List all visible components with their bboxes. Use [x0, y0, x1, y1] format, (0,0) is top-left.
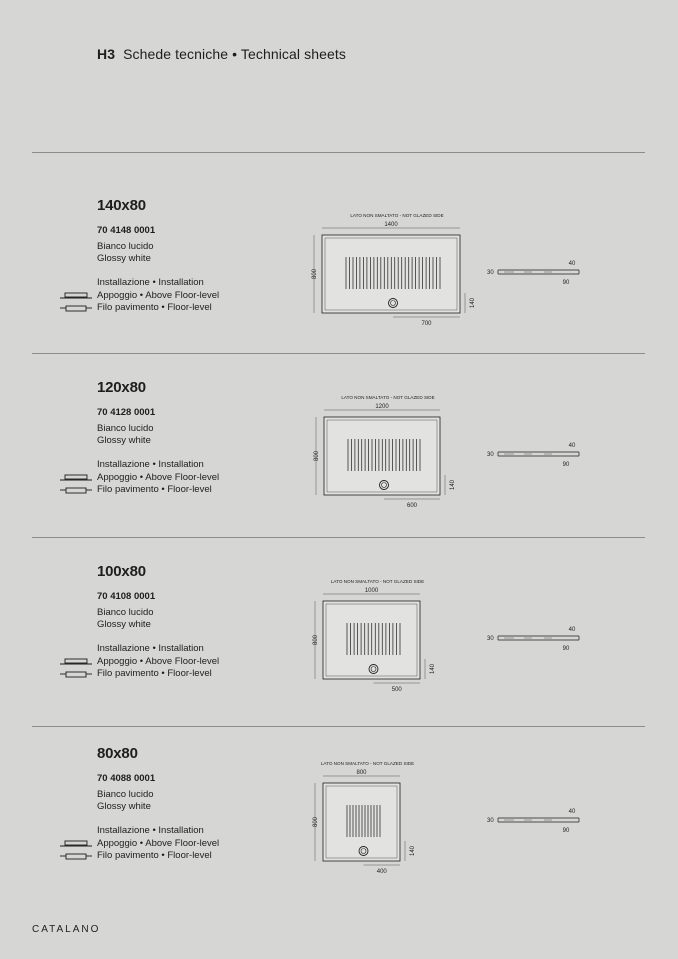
finish-en: Glossy white — [97, 801, 151, 812]
divider — [32, 537, 645, 538]
side-profile — [484, 439, 584, 473]
finish-it: Bianco lucido — [97, 241, 154, 252]
install-title: Installazione • Installation — [97, 459, 204, 470]
width-dimension: 1000 — [364, 588, 379, 594]
side-profile — [484, 805, 584, 839]
product-size: 140x80 — [97, 197, 146, 214]
side-height-dimension: 30 — [487, 818, 494, 824]
side-bottom-dimension: 90 — [562, 462, 570, 468]
width-dimension: 1200 — [375, 404, 389, 410]
half-width-dimension: 500 — [391, 687, 402, 693]
plan-drawing — [310, 393, 486, 511]
divider — [32, 726, 645, 727]
install-above: Appoggio • Above Floor-level — [97, 290, 220, 301]
product-size: 100x80 — [97, 563, 146, 580]
side-top-dimension: 40 — [568, 443, 576, 449]
product-code: 70 4088 0001 — [97, 773, 156, 784]
page-title: Schede tecniche • Technical sheets — [123, 46, 346, 62]
plan-drawing — [308, 211, 506, 329]
finish-it: Bianco lucido — [97, 423, 154, 434]
install-above: Appoggio • Above Floor-level — [97, 472, 220, 483]
install-title: Installazione • Installation — [97, 825, 204, 836]
side-top-dimension: 40 — [568, 627, 576, 633]
not-glazed-label: LATO NON SMALTATO - NOT GLAZED SIDE — [330, 579, 425, 584]
finish-en: Glossy white — [97, 435, 151, 446]
not-glazed-label: LATO NON SMALTATO - NOT GLAZED SIDE — [350, 213, 444, 218]
finish-it: Bianco lucido — [97, 607, 154, 618]
install-above: Appoggio • Above Floor-level — [97, 656, 220, 667]
product-code: 70 4108 0001 — [97, 591, 156, 602]
side-bottom-dimension: 90 — [562, 646, 570, 652]
depth-dimension: 800 — [314, 450, 320, 462]
install-floor: Filo pavimento • Floor-level — [97, 484, 212, 495]
install-floor: Filo pavimento • Floor-level — [97, 668, 212, 679]
install-title: Installazione • Installation — [97, 277, 204, 288]
plan-drawing — [309, 577, 466, 695]
side-top-dimension: 40 — [568, 809, 576, 815]
product-size: 120x80 — [97, 379, 146, 396]
side-height-dimension: 30 — [487, 636, 494, 642]
brand-logo: CATALANO — [32, 924, 101, 935]
edge-dimension: 140 — [410, 845, 416, 857]
product-code: 70 4148 0001 — [97, 225, 156, 236]
half-width-dimension: 600 — [406, 503, 418, 509]
not-glazed-label: LATO NON SMALTATO - NOT GLAZED SIDE — [341, 395, 435, 400]
depth-dimension: 800 — [312, 268, 318, 280]
edge-dimension: 140 — [470, 297, 476, 309]
install-floor: Filo pavimento • Floor-level — [97, 302, 212, 313]
edge-dimension: 140 — [430, 663, 436, 675]
edge-dimension: 140 — [450, 479, 456, 491]
install-above: Appoggio • Above Floor-level — [97, 838, 220, 849]
depth-dimension: 800 — [313, 634, 319, 646]
installation-icon — [60, 835, 92, 865]
product-size: 80x80 — [97, 745, 138, 762]
not-glazed-label: LATO NON SMALTATO - NOT GLAZED SIDE — [320, 761, 415, 766]
side-height-dimension: 30 — [487, 452, 494, 458]
plan-drawing — [309, 759, 446, 877]
finish-en: Glossy white — [97, 253, 151, 264]
install-floor: Filo pavimento • Floor-level — [97, 850, 212, 861]
side-height-dimension: 30 — [487, 270, 494, 276]
half-width-dimension: 700 — [421, 321, 432, 327]
finish-it: Bianco lucido — [97, 789, 154, 800]
product-code: 70 4128 0001 — [97, 407, 156, 418]
side-profile — [484, 623, 584, 657]
side-profile — [484, 257, 584, 291]
width-dimension: 800 — [356, 770, 367, 776]
half-width-dimension: 400 — [376, 869, 387, 875]
side-top-dimension: 40 — [568, 261, 576, 267]
installation-icon — [60, 653, 92, 683]
width-dimension: 1400 — [384, 222, 398, 228]
installation-icon — [60, 469, 92, 499]
installation-icon — [60, 287, 92, 317]
section-code: H3 — [97, 46, 116, 62]
side-bottom-dimension: 90 — [562, 280, 570, 286]
side-bottom-dimension: 90 — [562, 828, 570, 834]
install-title: Installazione • Installation — [97, 643, 204, 654]
depth-dimension: 800 — [313, 816, 319, 828]
divider — [32, 353, 645, 354]
finish-en: Glossy white — [97, 619, 151, 630]
